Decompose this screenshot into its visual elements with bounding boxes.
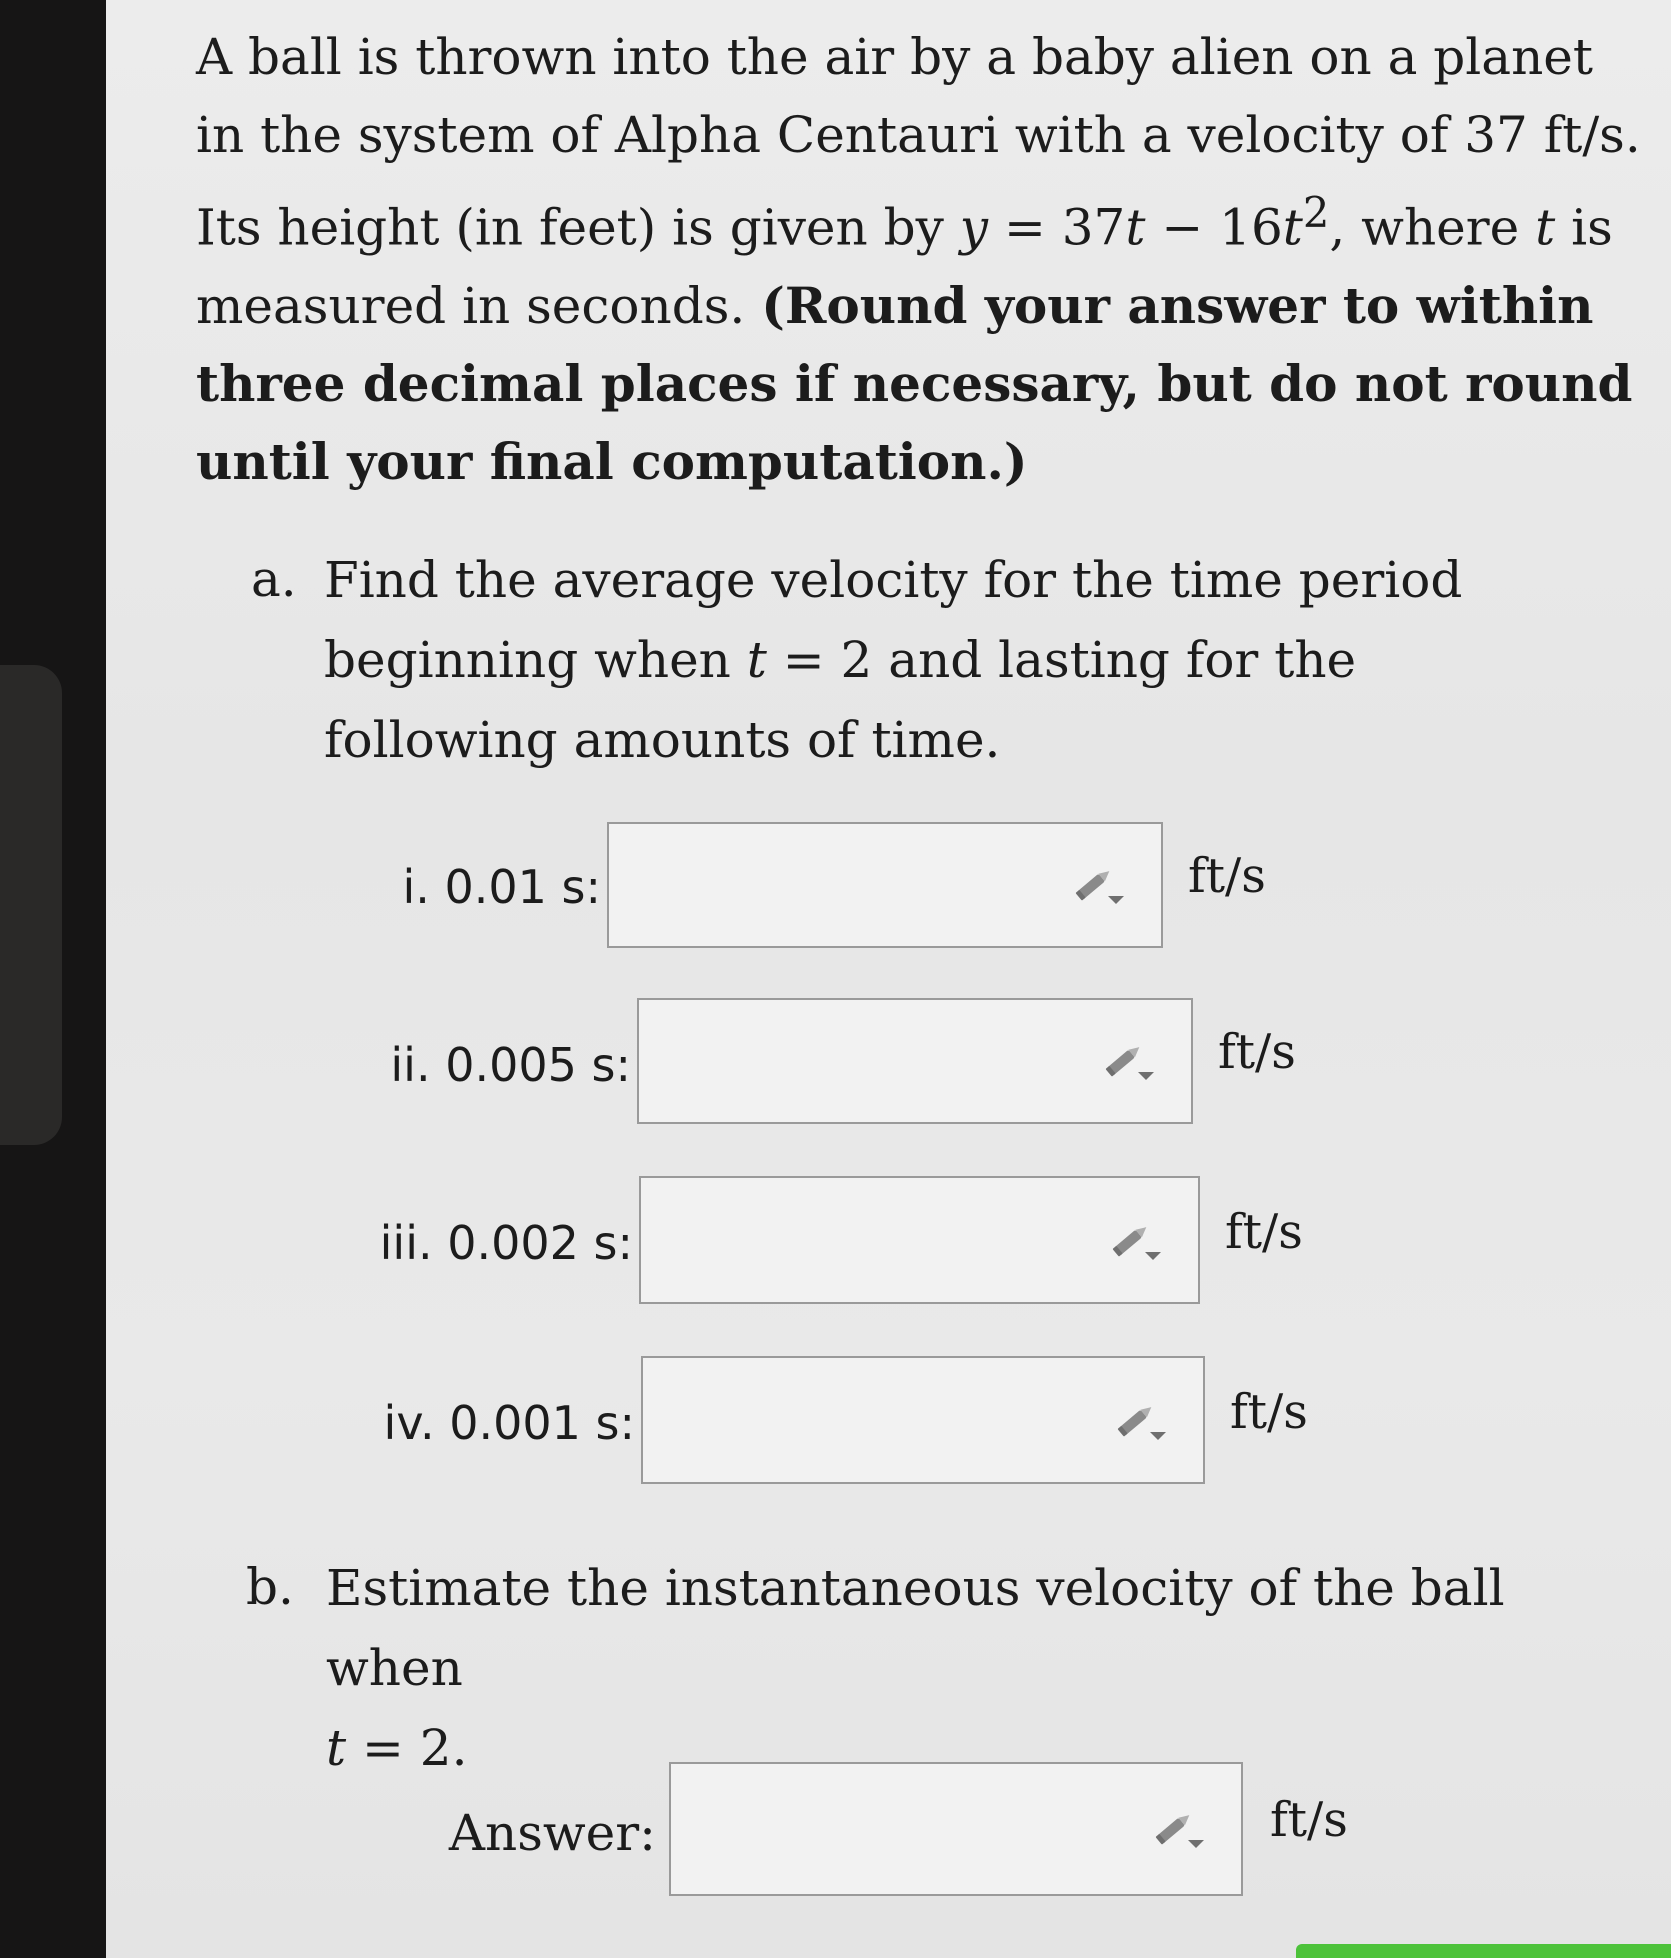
row-label-i: i. 0.01 s: bbox=[402, 860, 601, 914]
where-rest: is measured in seconds. bbox=[196, 198, 1613, 335]
row-label-ii: ii. 0.005 s: bbox=[390, 1038, 631, 1092]
part-a-text-1: Find the average velocity for the time period beginning when bbox=[324, 551, 1463, 689]
equation-exponent: 2 bbox=[1302, 188, 1330, 237]
part-b-var: t bbox=[326, 1719, 347, 1777]
part-b-text-2: = 2. bbox=[346, 1719, 468, 1777]
device-bezel bbox=[0, 0, 110, 1958]
question-intro: A ball is thrown into the air by a baby alien on a planet in the system of Alpha Centauri with a velocity of 37 ft/s. Its height (in feet) is given by bbox=[196, 28, 1641, 257]
part-a-text-2: = 2 and lasting for the following amounts of time. bbox=[324, 631, 1357, 769]
pencil-dropdown-icon[interactable] bbox=[1109, 1218, 1165, 1264]
equation-part-b: − 16 bbox=[1145, 198, 1283, 257]
rounding-instruction: (Round your answer to within three decimal places if necessary, but do not round until your final computation.) bbox=[196, 275, 1633, 491]
where-text: , where bbox=[1329, 198, 1536, 257]
screen bbox=[106, 0, 1671, 1958]
part-b-label: b. bbox=[246, 1558, 294, 1616]
row-label-iii: iii. 0.002 s: bbox=[379, 1216, 633, 1270]
submit-button-edge[interactable] bbox=[1296, 1944, 1671, 1958]
device-bezel-edge bbox=[0, 665, 62, 1145]
unit-label-ii: ft/s bbox=[1218, 1024, 1296, 1080]
pencil-dropdown-icon[interactable] bbox=[1152, 1806, 1208, 1852]
equation-part-a: = 37 bbox=[988, 198, 1126, 257]
part-a-var: t bbox=[746, 631, 767, 689]
unit-label-b: ft/s bbox=[1270, 1792, 1348, 1848]
part-b-text-1: Estimate the instantaneous velocity of the ball when bbox=[326, 1559, 1505, 1697]
unit-label-iii: ft/s bbox=[1225, 1204, 1303, 1260]
row-label-iv: iv. 0.001 s: bbox=[383, 1396, 635, 1450]
unit-label-iv: ft/s bbox=[1230, 1384, 1308, 1440]
answer-label: Answer: bbox=[448, 1804, 656, 1862]
unit-label-i: ft/s bbox=[1188, 848, 1266, 904]
equation-t-squared: t bbox=[1282, 198, 1303, 257]
equation-y: y bbox=[959, 198, 989, 257]
part-b-text bbox=[326, 1548, 1656, 1788]
pencil-dropdown-icon[interactable] bbox=[1072, 862, 1128, 908]
where-var-t: t bbox=[1535, 198, 1556, 257]
part-a-label: a. bbox=[251, 550, 297, 608]
part-a-text bbox=[324, 540, 1594, 780]
equation-t: t bbox=[1125, 198, 1146, 257]
pencil-dropdown-icon[interactable] bbox=[1114, 1398, 1170, 1444]
pencil-dropdown-icon[interactable] bbox=[1102, 1038, 1158, 1084]
question-text bbox=[196, 18, 1646, 501]
